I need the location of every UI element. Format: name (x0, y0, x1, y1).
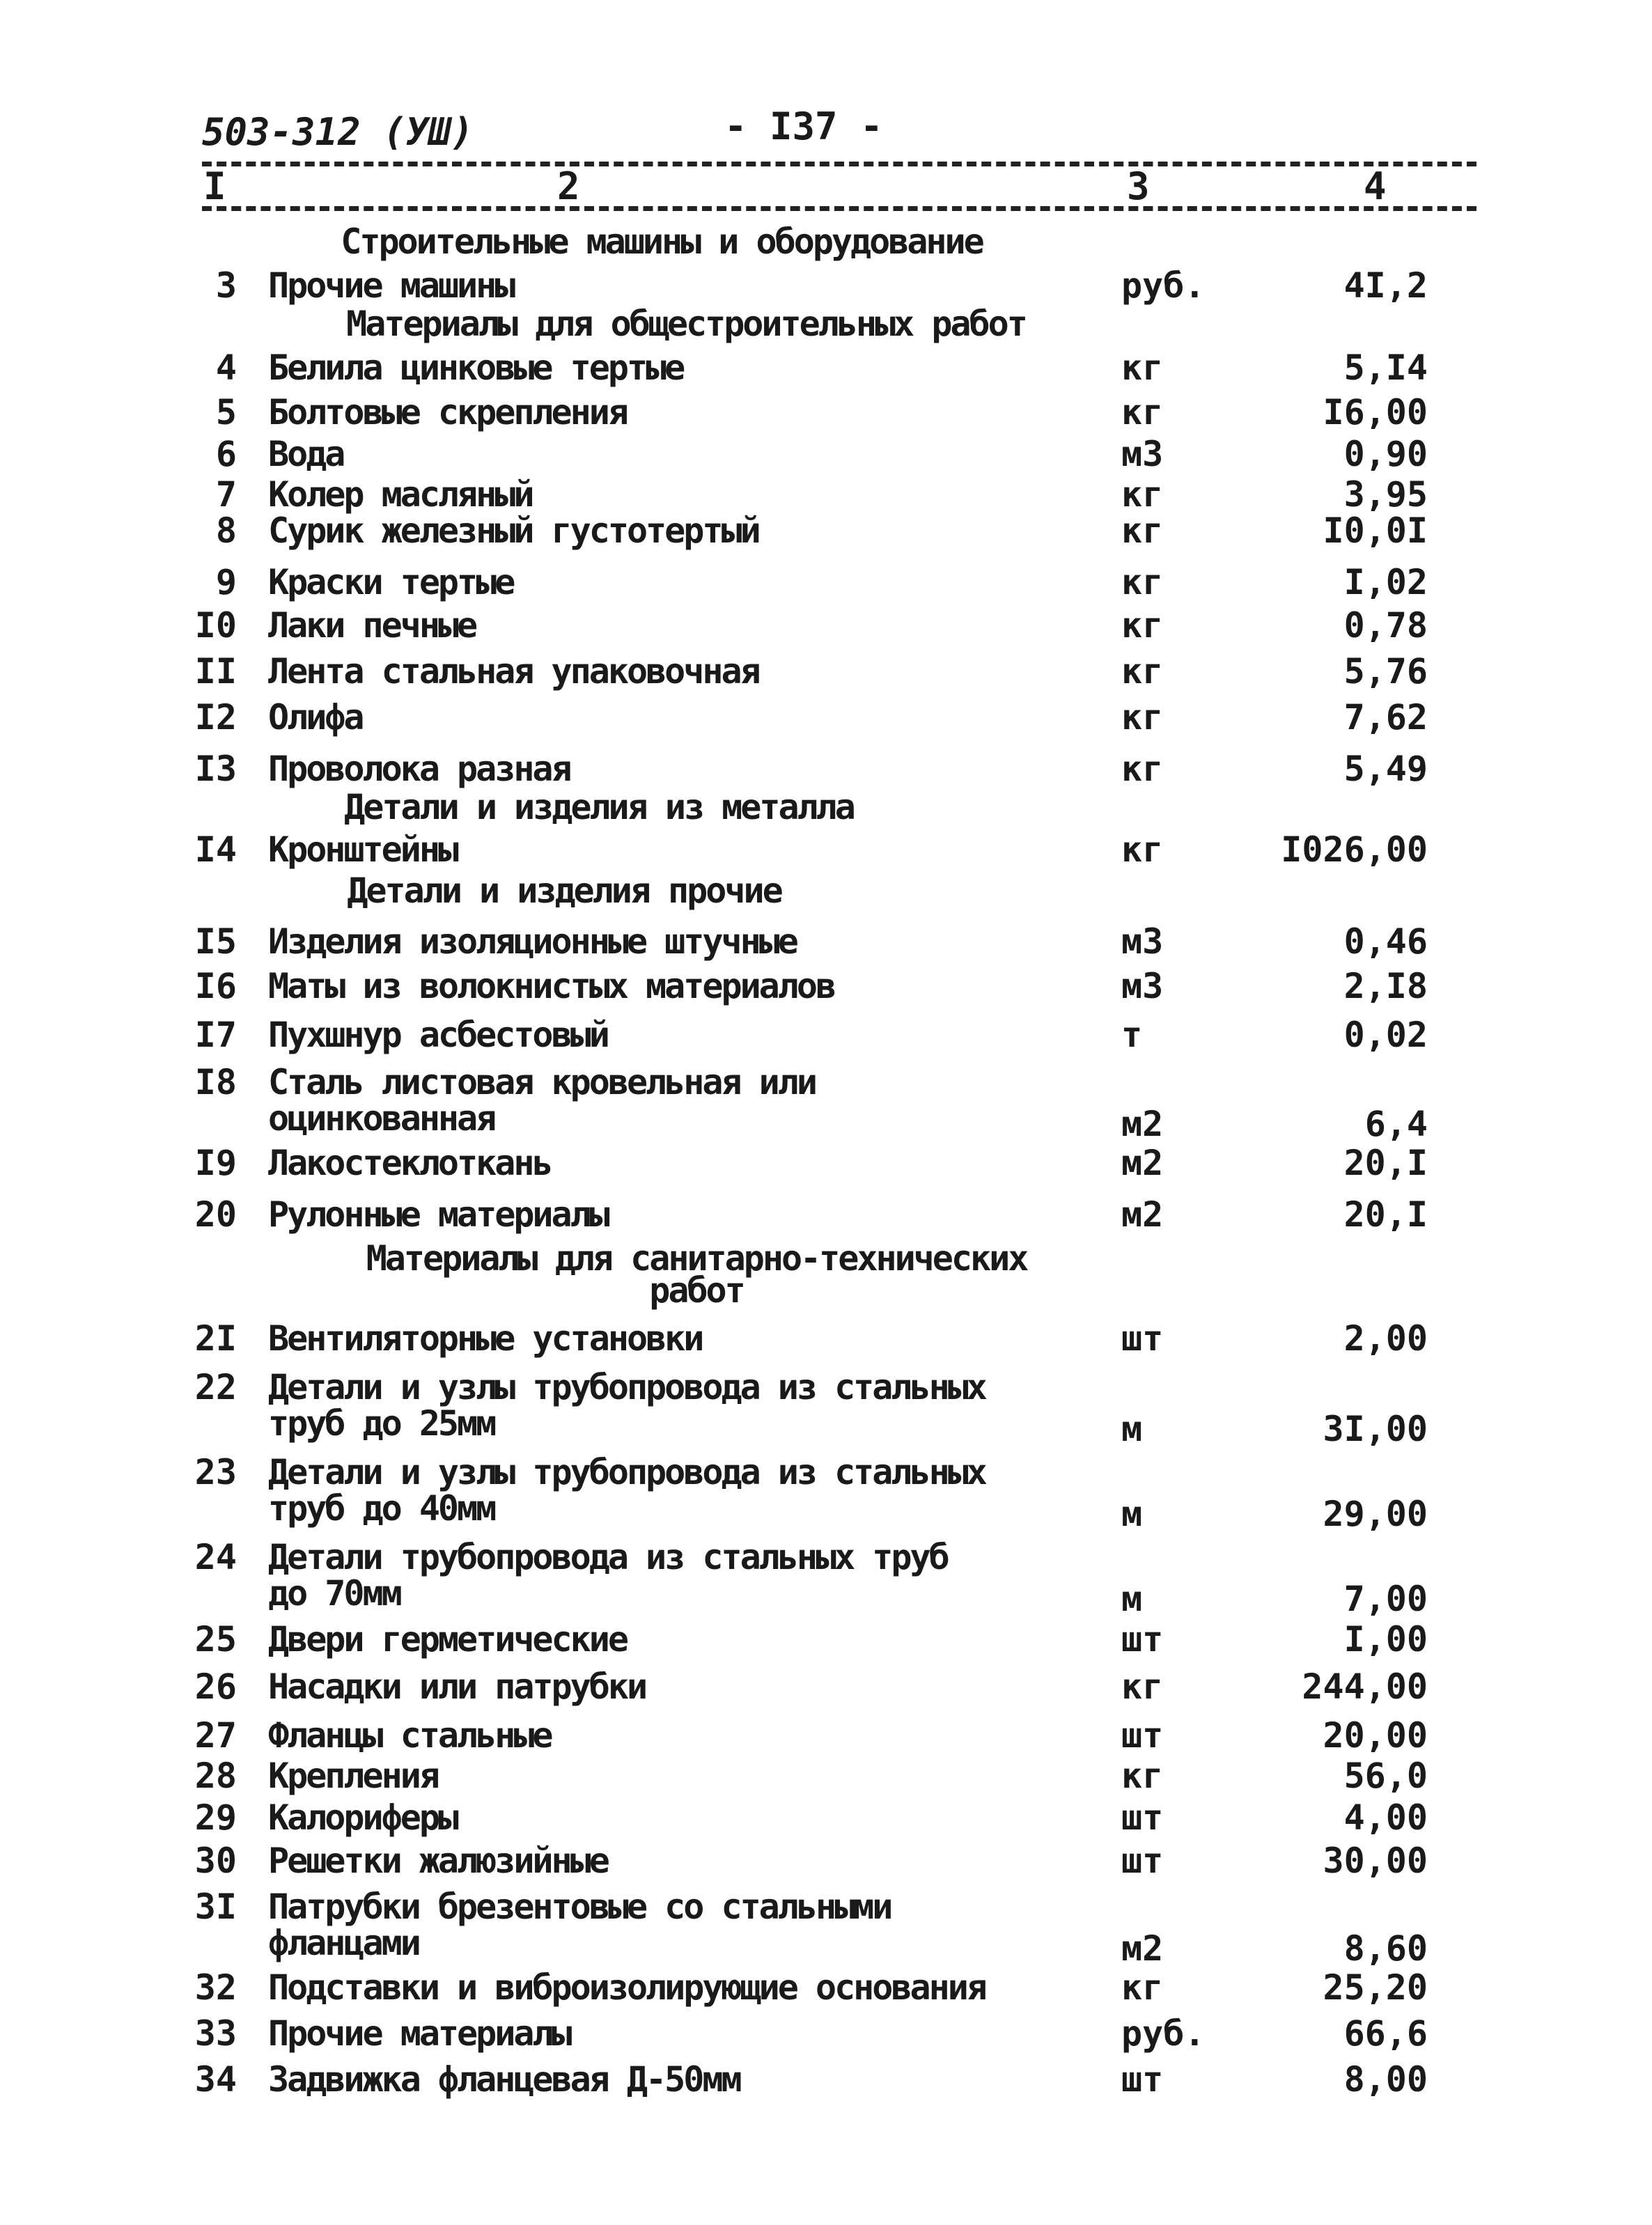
row-value: 5,76 (1343, 651, 1428, 692)
row-value: I,02 (1343, 562, 1428, 602)
row-value: 4,00 (1343, 1797, 1428, 1838)
row-name: Патрубки брезентовые со стальными фланцами (268, 1887, 891, 1963)
row-number: 3 (215, 265, 237, 306)
table-row (0, 829, 1652, 871)
table-row (0, 604, 1652, 646)
row-name: Лаки печные (268, 605, 476, 646)
row-name: Кронштейны (268, 829, 458, 870)
row-name: Крепления (268, 1756, 438, 1796)
row-value: I026,00 (1281, 829, 1428, 870)
table-row (0, 1967, 1652, 2008)
row-number: 7 (215, 474, 237, 515)
row-number: I9 (194, 1143, 237, 1183)
section-heading: Детали и изделия из металла (344, 787, 854, 827)
table-row (0, 1064, 1652, 1145)
table-row (0, 1014, 1652, 1056)
row-unit: кг (1121, 510, 1164, 551)
row-value: 2,00 (1343, 1318, 1428, 1359)
row-value: 244,00 (1302, 1666, 1428, 1707)
row-name: Рулонные материалы (268, 1194, 608, 1235)
row-name: Вентиляторные установки (268, 1318, 703, 1359)
row-value: 6,4 (1364, 1104, 1428, 1144)
row-name: Сталь листовая кровельная или оцинкованная (268, 1062, 816, 1139)
row-value: 5,I4 (1343, 348, 1428, 388)
row-number: I2 (194, 697, 237, 737)
row-number: 6 (215, 434, 237, 474)
table-row (0, 1755, 1652, 1797)
row-unit: руб. (1121, 2013, 1206, 2054)
row-number: 29 (194, 1797, 237, 1838)
row-value: 0,46 (1343, 921, 1428, 962)
row-number: 22 (194, 1367, 237, 1407)
row-name: Болтовые скрепления (268, 392, 627, 432)
table-row (0, 265, 1652, 306)
row-unit: кг (1121, 1666, 1164, 1707)
row-value: 3I,00 (1323, 1409, 1428, 1449)
row-value: I0,0I (1323, 510, 1428, 551)
table-row (0, 2059, 1652, 2100)
row-unit: кг (1121, 474, 1164, 515)
row-value: 4I,2 (1343, 265, 1428, 306)
row-name: Двери герметические (268, 1619, 627, 1660)
row-unit: шт (1121, 1841, 1164, 1881)
row-unit: кг (1121, 697, 1164, 737)
row-unit: м (1121, 1409, 1143, 1449)
row-number: I0 (194, 605, 237, 646)
row-unit: м2 (1121, 1143, 1164, 1183)
row-name: Лента стальная упаковочная (268, 651, 759, 692)
row-unit: м2 (1121, 1194, 1164, 1235)
row-number: 4 (215, 348, 237, 388)
row-name: Пухшнур асбестовый (268, 1015, 608, 1055)
header-divider (202, 206, 1476, 211)
table-row (0, 1666, 1652, 1708)
row-number: 34 (194, 2059, 237, 2100)
column-header-3: 3 (1127, 164, 1150, 208)
row-value: I,00 (1343, 1619, 1428, 1660)
document-code: 503-312 (УШ) (202, 110, 474, 154)
row-unit: кг (1121, 605, 1164, 646)
row-name: Детали и узлы трубопровода из стальных труб до 25мм (268, 1367, 985, 1444)
row-value: 56,0 (1343, 1756, 1428, 1796)
row-number: 3I (194, 1887, 237, 1927)
row-name: Детали трубопровода из стальных труб до 70мм (268, 1537, 948, 1614)
table-row (0, 1318, 1652, 1359)
top-divider (202, 162, 1476, 166)
row-unit: шт (1121, 1797, 1164, 1838)
row-name: Насадки или патрубки (268, 1666, 646, 1707)
row-name: Колер масляный (268, 474, 533, 515)
row-value: 8,60 (1343, 1928, 1428, 1969)
section-heading: Детали и изделия прочие (347, 871, 781, 911)
column-header-2: 2 (557, 164, 580, 208)
table-row (0, 1369, 1652, 1450)
row-number: 25 (194, 1619, 237, 1660)
table-row (0, 510, 1652, 552)
row-name: Проволока разная (268, 749, 570, 789)
row-name: Задвижка фланцевая Д-50мм (268, 2059, 740, 2100)
row-name: Лакостеклоткань (268, 1143, 552, 1183)
row-unit: шт (1121, 2059, 1164, 2100)
row-unit: кг (1121, 1756, 1164, 1796)
row-number: 32 (194, 1967, 237, 2008)
row-unit: м2 (1121, 1104, 1164, 1144)
table-row (0, 921, 1652, 962)
row-unit: м3 (1121, 921, 1164, 962)
table-row (0, 748, 1652, 790)
row-value: 2,I8 (1343, 966, 1428, 1006)
row-value: 66,6 (1343, 2013, 1428, 2054)
row-number: 30 (194, 1841, 237, 1881)
row-value: 0,02 (1343, 1015, 1428, 1055)
row-unit: кг (1121, 348, 1164, 388)
row-unit: кг (1121, 562, 1164, 602)
row-number: II (194, 651, 237, 692)
row-number: 28 (194, 1756, 237, 1796)
table-row (0, 347, 1652, 389)
row-number: 26 (194, 1666, 237, 1707)
row-number: I7 (194, 1015, 237, 1055)
row-name: Маты из волокнистых материалов (268, 966, 835, 1006)
page-number: - I37 - (724, 104, 883, 148)
table-row (0, 965, 1652, 1007)
row-name: Краски тертые (268, 562, 514, 602)
row-name: Сурик железный густотертый (268, 510, 759, 551)
table-row (0, 1715, 1652, 1756)
row-value: 29,00 (1323, 1494, 1428, 1534)
row-unit: шт (1121, 1318, 1164, 1359)
section-heading: Строительные машины и оборудование (341, 221, 983, 262)
row-value: I6,00 (1323, 392, 1428, 432)
table-row (0, 2013, 1652, 2054)
row-name: Олифа (268, 697, 363, 737)
row-number: 24 (194, 1537, 237, 1577)
table-row (0, 1194, 1652, 1235)
row-unit: кг (1121, 392, 1164, 432)
row-unit: шт (1121, 1619, 1164, 1660)
row-number: 20 (194, 1194, 237, 1235)
row-number: 2I (194, 1318, 237, 1359)
row-number: 23 (194, 1452, 237, 1492)
row-value: 0,78 (1343, 605, 1428, 646)
row-number: I8 (194, 1062, 237, 1102)
row-value: 20,I (1343, 1143, 1428, 1183)
row-value: 20,00 (1323, 1715, 1428, 1756)
row-value: 7,62 (1343, 697, 1428, 737)
table-row (0, 561, 1652, 603)
row-number: I4 (194, 829, 237, 870)
column-header-1: I (203, 164, 226, 208)
table-row (0, 474, 1652, 515)
row-number: 9 (215, 562, 237, 602)
row-number: 5 (215, 392, 237, 432)
row-unit: шт (1121, 1715, 1164, 1756)
table-row (0, 650, 1652, 692)
row-name: Фланцы стальные (268, 1715, 552, 1756)
table-row (0, 1454, 1652, 1535)
section-heading: Материалы для общестроительных работ (346, 304, 1026, 344)
table-row (0, 696, 1652, 738)
row-name: Изделия изоляционные штучные (268, 921, 797, 962)
row-name: Решетки жалюзийные (268, 1841, 608, 1881)
row-value: 5,49 (1343, 749, 1428, 789)
column-header-4: 4 (1364, 164, 1387, 208)
row-unit: м (1121, 1494, 1143, 1534)
row-number: 33 (194, 2013, 237, 2054)
row-number: 27 (194, 1715, 237, 1756)
row-number: I6 (194, 966, 237, 1006)
row-unit: т (1121, 1015, 1143, 1055)
row-unit: м2 (1121, 1928, 1164, 1969)
table-row (0, 1840, 1652, 1882)
row-value: 7,00 (1343, 1579, 1428, 1619)
row-name: Вода (268, 434, 344, 474)
row-unit: руб. (1121, 265, 1206, 306)
row-unit: м3 (1121, 966, 1164, 1006)
row-name: Подставки и виброизолирующие основания (268, 1967, 985, 2008)
table-row (0, 1889, 1652, 1969)
row-name: Калориферы (268, 1797, 458, 1838)
row-number: I3 (194, 749, 237, 789)
table-row (0, 1142, 1652, 1184)
row-number: 8 (215, 510, 237, 551)
row-unit: м (1121, 1579, 1143, 1619)
section-heading: Материалы для санитарно-технических работ (366, 1238, 1027, 1311)
row-unit: кг (1121, 749, 1164, 789)
row-name: Детали и узлы трубопровода из стальных труб до 40мм (268, 1452, 985, 1529)
row-value: 8,00 (1343, 2059, 1428, 2100)
row-value: 0,90 (1343, 434, 1428, 474)
row-name: Прочие материалы (268, 2013, 570, 2054)
row-number: I5 (194, 921, 237, 962)
row-value: 3,95 (1343, 474, 1428, 515)
table-row (0, 433, 1652, 475)
table-row (0, 1618, 1652, 1660)
row-name: Прочие машины (268, 265, 514, 306)
row-unit: кг (1121, 651, 1164, 692)
row-unit: м3 (1121, 434, 1164, 474)
row-unit: кг (1121, 829, 1164, 870)
table-row (0, 1797, 1652, 1838)
row-value: 20,I (1343, 1194, 1428, 1235)
row-value: 30,00 (1323, 1841, 1428, 1881)
table-row (0, 391, 1652, 433)
row-value: 25,20 (1323, 1967, 1428, 2008)
row-name: Белила цинковые тертые (268, 348, 684, 388)
table-row (0, 1539, 1652, 1620)
row-unit: кг (1121, 1967, 1164, 2008)
